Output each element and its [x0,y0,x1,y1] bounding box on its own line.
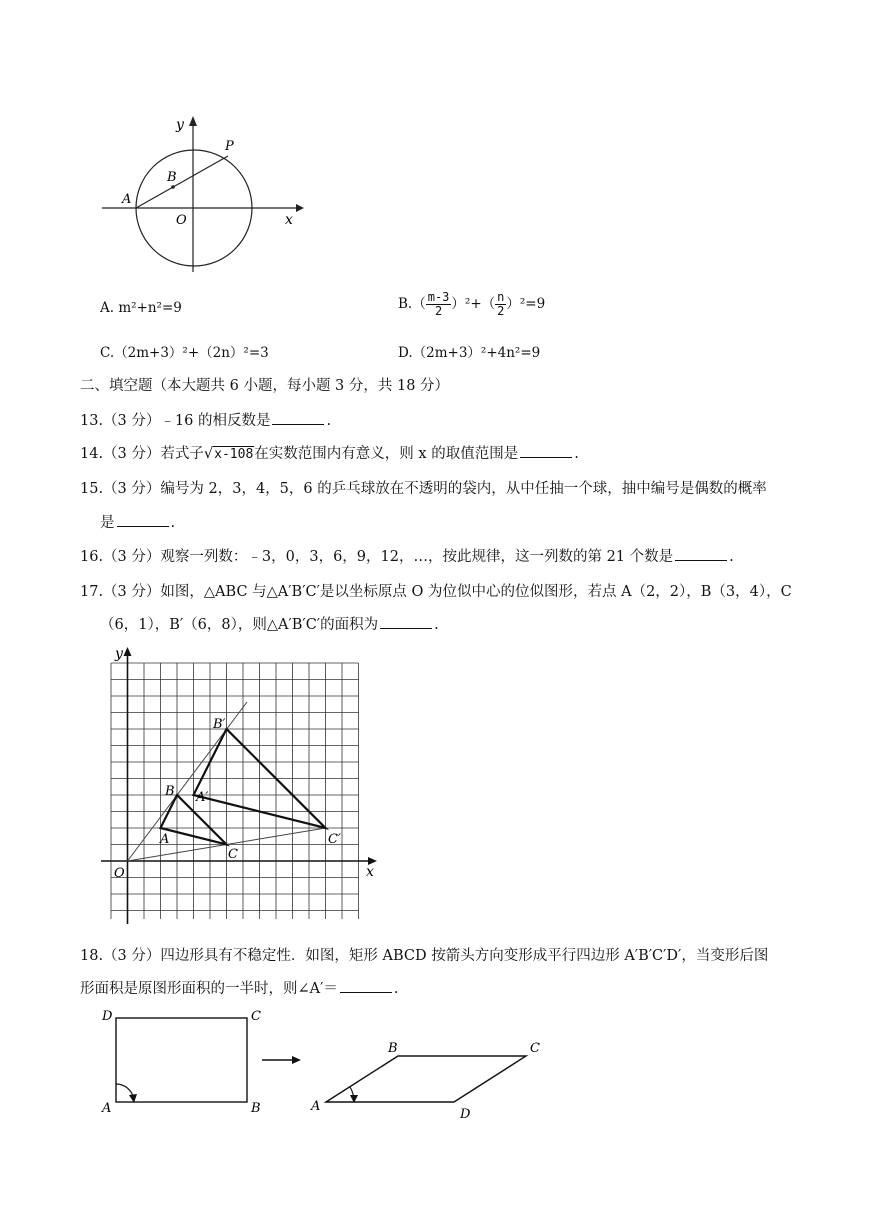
grid-lines [111,663,359,919]
option-b [398,291,545,318]
rect-label-a: A [102,1101,112,1116]
label-x: x [285,212,293,228]
answer-blank-14[interactable] [520,445,572,458]
label-o: O [176,213,187,228]
option-b-fraction-2: $\frac{n}{2}$ [497,290,505,318]
label-a-prime: A′ [196,790,209,805]
segment-ap [136,156,228,208]
option-b-prefix: B.（ [398,296,426,312]
rect-label-d: D [102,1009,113,1024]
label-c: C [228,847,238,862]
angle-arc-rect [116,1084,134,1102]
answer-blank-17[interactable] [380,616,432,629]
para-label-a: A [311,1099,321,1114]
para-label-d: D [460,1107,471,1122]
label-b: B [165,784,175,799]
rect-label-b: B [251,1101,261,1116]
answer-blank-18[interactable] [340,980,392,993]
sqrt-sign: √ [203,446,214,462]
question-14: 14.（3 分）若式子√x-108在实数范围内有意义，则 x 的取值范围是 . [80,446,579,462]
question-16: 16.（3 分）观察一列数：﹣3，0，3，6，9，12，…，按此规律，这一列数的第 21 个数是 . [80,549,734,565]
label-b: B [167,170,177,185]
label-b-prime: B′ [213,717,226,732]
y-axis-arrow [124,647,132,656]
question-18-line-2: 形面积是原图形面积的一半时，则∠A′＝ . [80,981,399,997]
circle-figure [96,112,306,277]
grid-figure [96,642,386,924]
option-d: D.（2m+3）²+4n²=9 [398,345,541,361]
question-15-line-1: 15.（3 分）编号为 2，3，4，5，6 的乒乓球放在不透明的袋内，从中任抽一个球，抽中编号是偶数的概率 [80,481,767,497]
label-p: P [225,139,234,154]
answer-blank-16[interactable] [675,548,727,561]
answer-blank-15[interactable] [117,514,169,527]
transform-arrow-head [292,1056,301,1064]
label-y: y [115,646,123,662]
ray-ob [128,702,248,861]
option-b-suffix: ）²=9 [506,296,546,312]
label-o: O [114,866,125,881]
label-a: A [122,192,132,207]
label-c-prime: C′ [328,832,341,847]
question-13: 13.（3 分）﹣16 的相反数是 . [80,413,332,429]
para-label-c: C [530,1041,540,1056]
rect-label-c: C [251,1009,261,1024]
option-b-mid: ）²+（ [451,296,496,312]
question-17-line-2: （6，1），B′（6，8），则△A′B′C′的面积为 . [100,617,439,633]
label-x: x [366,864,374,880]
section-title: 二、填空题（本大题共 6 小题，每小题 3 分，共 18 分） [80,378,450,394]
x-axis-arrow [296,204,304,212]
label-y: y [176,117,184,133]
label-a: A [160,832,170,847]
sqrt-radicand: x-108 [214,447,254,462]
option-a: A. m²+n²=9 [100,300,182,316]
rectangle-abcd [116,1018,247,1102]
y-axis-arrow [189,116,197,126]
para-label-b: B [388,1041,398,1056]
question-18-line-1: 18.（3 分）四边形具有不稳定性．如图，矩形 ABCD 按箭头方向变形成平行四边形 A′B′C′D′，当变形后图 [80,948,769,964]
point-b [171,185,175,189]
question-17-line-1: 17.（3 分）如图，△ABC 与△A′B′C′是以坐标原点 O 为位似中心的位似图形，若点 A（2，2），B（3，4），C [80,584,792,600]
option-b-fraction-1: $\frac{m-3}{2}$ [427,290,450,318]
deformation-figure [96,1004,556,1124]
question-15-line-2: 是 . [100,515,176,531]
option-c: C.（2m+3）²+（2n）²=3 [100,345,269,361]
answer-blank-13[interactable] [272,412,324,425]
